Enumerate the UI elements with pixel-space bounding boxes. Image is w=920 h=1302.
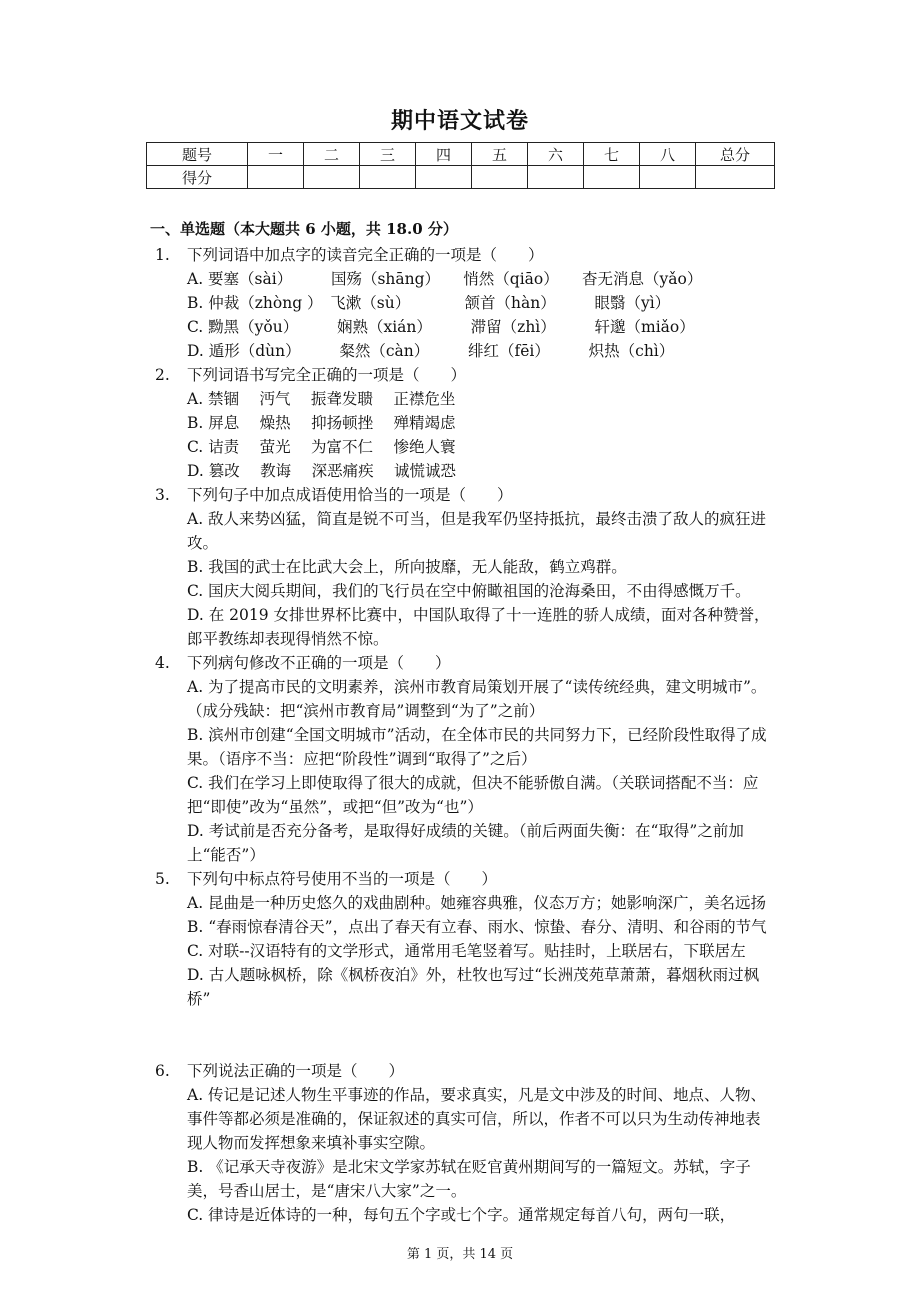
question-number: 4. — [155, 654, 170, 672]
option-a[interactable]: A. 为了提高市民的文明素养，滨州市教育局策划开展了“读传统经典，建文明城市”。（成分残缺：把“滨州市教育局”调整到“为了”之前） — [187, 678, 767, 720]
page-footer: 第 1 页，共 14 页 — [406, 1247, 514, 1262]
option-d[interactable]: D. 考试前是否充分备考，是取得好成绩的关键。（前后两面失衡：在“取得”之前加上“能否”） — [187, 822, 744, 864]
score-header-cell: 三 — [360, 143, 416, 166]
question-6 — [155, 1059, 775, 1227]
question-2 — [155, 363, 775, 483]
option-a[interactable]: A. 要塞（sài） 国殇（shāng） 悄然（qiāo） 杳无消息（yǎo） — [187, 270, 703, 288]
option-a[interactable]: A. 传记是记述人物生平事迹的作品，要求真实，凡是文中涉及的时间、地点、人物、事件等都必须是准确的，保证叙述的真实可信，所以，作者不可以只为生动传神地表现人物而发挥想象来填补事实空隙。 — [187, 1086, 767, 1152]
option-c[interactable]: C. 对联--汉语特有的文学形式，通常用毛笔竖着写。贴挂时，上联居右，下联居左 — [187, 942, 746, 960]
score-cell[interactable] — [472, 166, 528, 189]
option-c[interactable]: C. 诘责 萤光 为富不仁 惨绝人寰 — [187, 438, 456, 456]
question-stem: 下列说法正确的一项是（ ） — [187, 1062, 405, 1080]
option-a[interactable]: A. 敌人来势凶猛，简直是锐不可当，但是我军仍坚持抵抗，最终击溃了敌人的疯狂进攻。 — [187, 510, 767, 552]
question-4 — [155, 651, 775, 867]
score-row-label: 得分 — [147, 166, 248, 189]
option-d[interactable]: D. 在 2019 女排世界杯比赛中，中国队取得了十一连胜的骄人成绩，面对各种赞誉，郎平教练却表现得悄然不惊。 — [187, 606, 770, 648]
score-header-cell: 二 — [304, 143, 360, 166]
question-stem: 下列病句修改不正确的一项是（ ） — [187, 654, 451, 672]
question-stem: 下列词语中加点字的读音完全正确的一项是（ ） — [187, 246, 544, 264]
option-c[interactable]: C. 律诗是近体诗的一种，每句五个字或七个字。通常规定每首八句，两句一联， — [187, 1206, 736, 1224]
option-b[interactable]: B. 仲裁（zhòng ） 飞漱（sù） 颔首（hàn） 眼翳（yì） — [187, 294, 671, 312]
score-table — [146, 142, 775, 189]
score-cell[interactable] — [640, 166, 696, 189]
score-table-header-row — [147, 143, 775, 166]
score-cell[interactable] — [584, 166, 640, 189]
question-number: 2. — [155, 366, 170, 384]
option-b[interactable]: B. 滨州市创建“全国文明城市”活动，在全体市民的共同努力下，已经阶段性取得了成果。（语序不当：应把“阶段性”调到“取得了”之后） — [187, 726, 767, 768]
question-number: 1. — [155, 246, 170, 264]
page-title: 期中语文试卷 — [390, 108, 529, 134]
option-d[interactable]: D. 古人题咏枫桥，除《枫桥夜泊》外，杜牧也写过“长洲茂苑草萧萧，暮烟秋雨过枫桥” — [187, 966, 760, 1008]
option-a[interactable]: A. 昆曲是一种历史悠久的戏曲剧种。她雍容典雅，仪态万方；她影响深广，美名远扬 — [187, 894, 767, 912]
score-header-cell: 题号 — [147, 143, 248, 166]
score-cell[interactable] — [360, 166, 416, 189]
option-b[interactable]: B. 《记承天寺夜游》是北宋文学家苏轼在贬官黄州期间写的一篇短文。苏轼，字子美，号香山居士，是“唐宋八大家”之一。 — [187, 1158, 751, 1200]
score-cell[interactable] — [696, 166, 775, 189]
option-c[interactable]: C. 我们在学习上即使取得了很大的成就，但决不能骄傲自满。（关联词搭配不当：应把“即使”改为“虽然”，或把“但”改为“也”） — [187, 774, 759, 816]
score-cell[interactable] — [304, 166, 360, 189]
question-number: 3. — [155, 486, 170, 504]
question-stem: 下列句中标点符号使用不当的一项是（ ） — [187, 870, 498, 888]
score-header-cell: 七 — [584, 143, 640, 166]
question-stem: 下列句子中加点成语使用恰当的一项是（ ） — [187, 486, 513, 504]
option-d[interactable]: D. 遁形（dùn） 粲然（càn） 绯红（fēi） 炽热（chì） — [187, 342, 675, 360]
score-header-cell: 五 — [472, 143, 528, 166]
score-header-cell: 总分 — [696, 143, 775, 166]
score-cell[interactable] — [248, 166, 304, 189]
option-a[interactable]: A. 禁锢 沔气 振聋发聩 正襟危坐 — [187, 390, 456, 408]
score-header-cell: 四 — [416, 143, 472, 166]
option-c[interactable]: C. 黝黑（yǒu） 娴熟（xián） 滞留（zhì） 轩邈（miǎo） — [187, 318, 695, 336]
score-cell[interactable] — [528, 166, 584, 189]
option-c[interactable]: C. 国庆大阅兵期间，我们的飞行员在空中俯瞰祖国的沧海桑田，不由得感慨万千。 — [187, 582, 751, 600]
option-b[interactable]: B. “春雨惊春清谷天”，点出了春天有立春、雨水、惊蛰、春分、清明、和谷雨的节气 — [187, 918, 767, 936]
question-1 — [155, 243, 775, 363]
question-number: 5. — [155, 870, 170, 888]
question-5 — [155, 867, 775, 1011]
option-d[interactable]: D. 篡改 教诲 深恶痛疾 诚慌诚恐 — [187, 462, 457, 480]
option-b[interactable]: B. 屏息 燥热 抑扬顿挫 殚精竭虑 — [187, 414, 456, 432]
question-3 — [155, 483, 775, 651]
score-table-score-row — [147, 166, 775, 189]
score-header-cell: 八 — [640, 143, 696, 166]
score-header-cell: 一 — [248, 143, 304, 166]
score-cell[interactable] — [416, 166, 472, 189]
option-b[interactable]: B. 我国的武士在比武大会上，所向披靡，无人能敌，鹤立鸡群。 — [187, 558, 627, 576]
section-heading: 一、单选题（本大题共 6 小题，共 18.0 分） — [150, 220, 458, 238]
question-number: 6. — [155, 1062, 170, 1080]
question-stem: 下列词语书写完全正确的一项是（ ） — [187, 366, 467, 384]
score-header-cell: 六 — [528, 143, 584, 166]
